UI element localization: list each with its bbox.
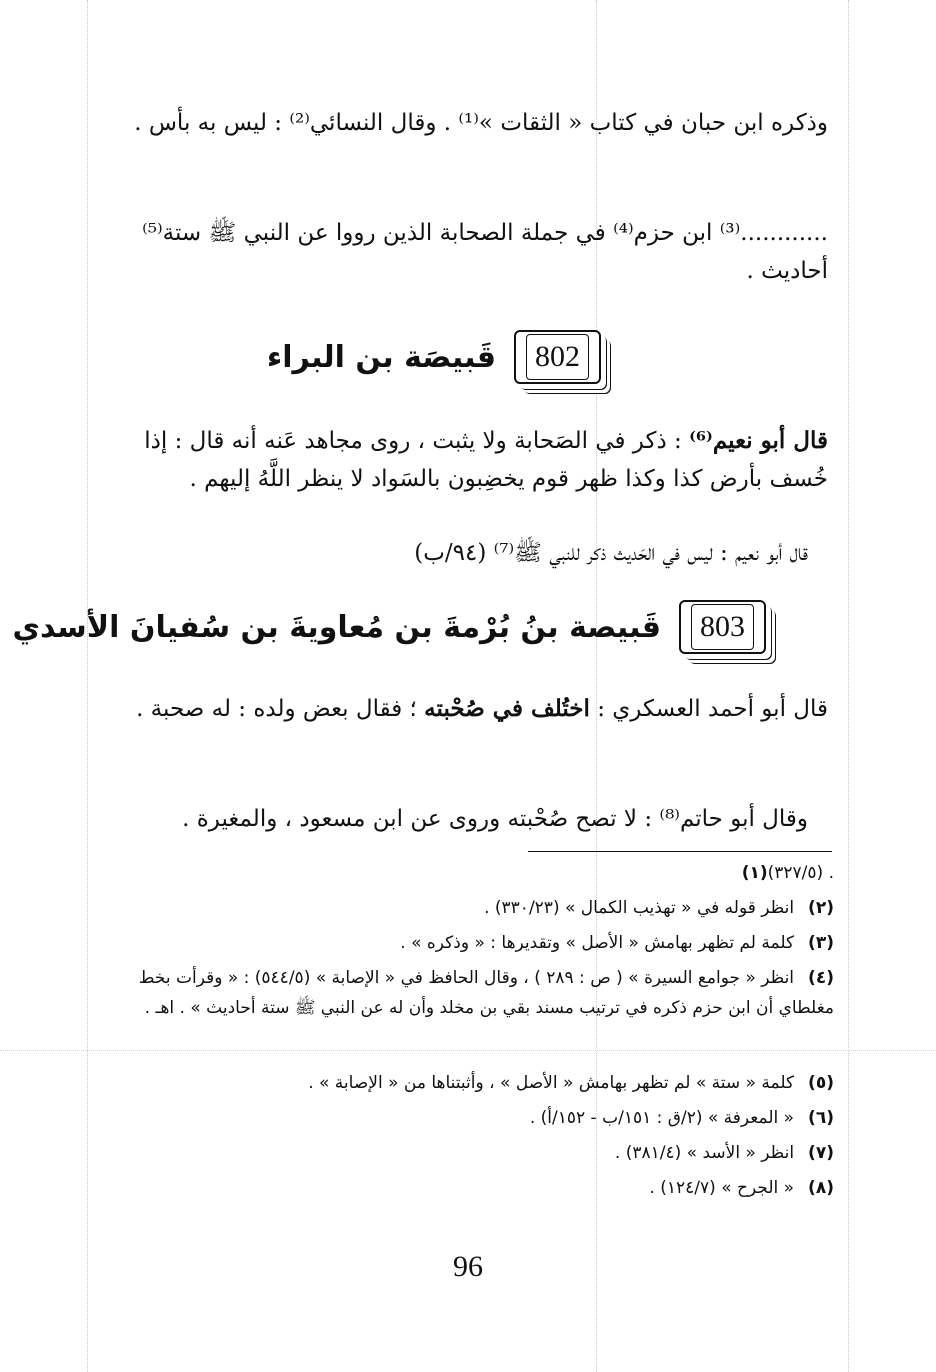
entry-number: 802 bbox=[526, 334, 589, 380]
entry-803-post: ؛ فقال بعض ولده : له صحبة . bbox=[136, 696, 425, 722]
footnote-rule bbox=[528, 851, 832, 852]
paragraph-ibn-hazm: ............⁽³⁾ ابن حزم⁽⁴⁾ في جملة الصحابة الذين رووا عن النبي ﷺ ستة⁽⁵⁾ أحاديث . bbox=[142, 220, 828, 284]
entry-name: قَبيصة بنُ بُرْمةَ بن مُعاويةَ بن سُفيانَ الأسدي bbox=[12, 609, 661, 645]
guide-line bbox=[848, 0, 849, 1372]
entry-803-pre: قال أبو أحمد العسكري : bbox=[589, 696, 828, 722]
footnote bbox=[94, 928, 834, 958]
footnote-mark: (١) bbox=[741, 863, 768, 883]
entry-number-box bbox=[679, 600, 766, 654]
footnote-mark: (٧) bbox=[808, 1143, 834, 1163]
footnote-mark: (٢) bbox=[808, 898, 834, 918]
entry-803-heading bbox=[12, 600, 766, 654]
page-number: 96 bbox=[453, 1250, 483, 1283]
footnote bbox=[94, 1138, 834, 1168]
entry-802-body bbox=[108, 422, 828, 498]
footnote bbox=[94, 858, 834, 888]
footnote-text: انظر « الأسد » (٣٨١/٤) . bbox=[614, 1143, 795, 1163]
entry-803-paragraph-1 bbox=[108, 690, 828, 728]
footnote-text: انظر « جوامع السيرة » ( ص : ٢٨٩ ) ، وقال الحافظ في « الإصابة » (٥٤٤/٥) : « وقرأت بخط مغلطاي أن ابن حزم ذكره في ترتيب مسند بقي بن مخلد وأن له عن النبي ﷺ ستة أحاديث » . اهـ . bbox=[138, 968, 834, 1018]
footnote bbox=[94, 893, 834, 923]
footnote bbox=[94, 1173, 834, 1203]
entry-number: 803 bbox=[691, 604, 754, 650]
footnote-text: كلمة « ستة » لم تظهر بهامش « الأصل » ، وأثبتناها من « الإصابة » . bbox=[308, 1073, 795, 1093]
entry-802-lead: قال أبو نعيم⁽⁶⁾ bbox=[689, 427, 828, 454]
footnote bbox=[94, 1068, 834, 1098]
footnote-mark: (٦) bbox=[808, 1108, 834, 1128]
footnote-text: انظر قوله في « تهذيب الكمال » (٣٣٠/٢٣) . bbox=[484, 898, 795, 918]
guide-line bbox=[0, 1050, 936, 1051]
guide-line bbox=[87, 0, 88, 1372]
footnote bbox=[94, 963, 834, 1023]
footnote-mark: (٣) bbox=[808, 933, 834, 953]
entry-name: قَبيصَة بن البراء bbox=[266, 339, 496, 375]
entry-802-note: قال أبو نعيم : ليس في الحَديث ذكر للنبي ﷺ⁽⁷⁾ (٩٤/ب) bbox=[414, 540, 808, 566]
entry-number-box bbox=[514, 330, 601, 384]
paragraph-ibn-hibban: وذكره ابن حبان في كتاب « الثقات »⁽¹⁾ . وقال النسائي⁽²⁾ : ليس به بأس . bbox=[134, 110, 828, 136]
footnote-text: « المعرفة » (٢/ق : ١٥١/ب - ١٥٢/أ) . bbox=[529, 1108, 795, 1128]
footnote-mark: (٥) bbox=[808, 1073, 834, 1093]
entry-802-text: : ذكر في الصَحابة ولا يثبت ، روى مجاهد عَنه أنه قال : إذا خُسف بأرض كذا وكذا ظهر قوم يخضِبون بالسَواد لا ينظر اللَّهُ إليهم . bbox=[144, 428, 828, 492]
entry-802-heading bbox=[267, 330, 601, 384]
footnote bbox=[94, 1103, 834, 1133]
footnote-mark: (٨) bbox=[808, 1178, 834, 1198]
footnote-text: كلمة لم تظهر بهامش « الأصل » وتقديرها : « وذكره » . bbox=[400, 933, 795, 953]
footnote-text: « الجرح » (١٢٤/٧) . bbox=[649, 1178, 795, 1198]
footnote-text: (٣٢٧/٥) . bbox=[767, 863, 834, 883]
entry-803-paragraph-2: وقال أبو حاتم⁽⁸⁾ : لا تصح صُحْبته وروى عن ابن مسعود ، والمغيرة . bbox=[182, 806, 808, 832]
footnote-mark: (٤) bbox=[808, 968, 834, 988]
entry-803-bold: اختُلف في صُحْبته bbox=[424, 695, 590, 722]
